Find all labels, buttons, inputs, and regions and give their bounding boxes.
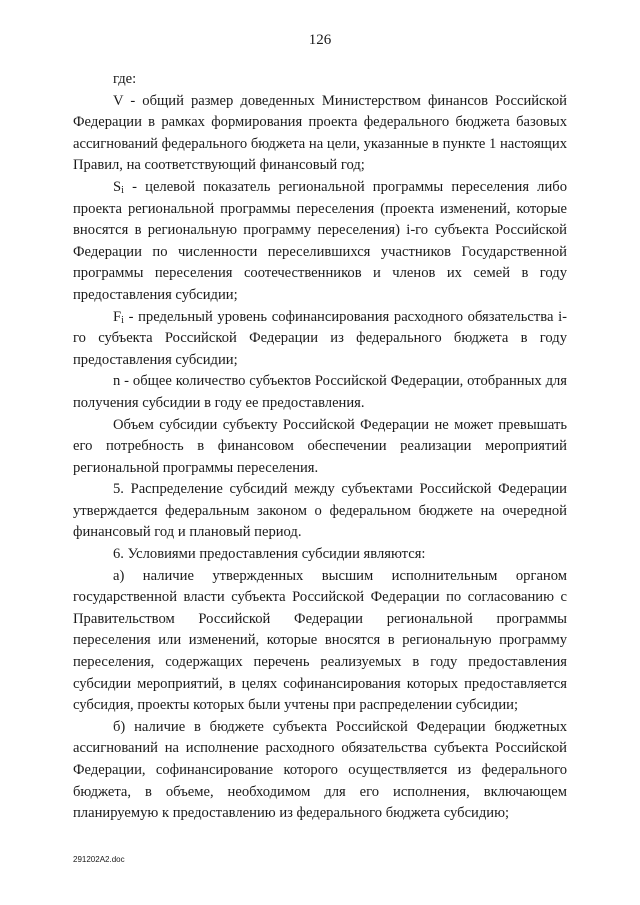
paragraph-n-definition: n - общее количество субъектов Российской Федерации, отобранных для получения субсидии в году ее предоставления. bbox=[73, 373, 567, 411]
paragraph-f-text: - предельный уровень софинансирования расходного обязательства i-го субъекта Российской Федерации из федерального бюджета в году предоставления субсидии; bbox=[73, 308, 567, 368]
paragraph-item-6b: б) наличие в бюджете субъекта Российской Федерации бюджетных ассигнований на исполнение расходного обязательства субъекта Российской Федерации, софинансирование которого осуществляется из федерального бюджета, в объеме, необходимом для его исполнения, включающем планируемую к предоставлению из федерального бюджета субсидию; bbox=[73, 718, 567, 822]
document-body bbox=[73, 69, 567, 825]
paragraph-subsidy-limit: Объем субсидии субъекту Российской Федерации не может превышать его потребность в финансовом обеспечении реализации мероприятий региональной программы переселения. bbox=[73, 416, 567, 476]
file-footer: 291202A2.doc bbox=[73, 855, 125, 864]
paragraph-s-definition bbox=[73, 177, 567, 307]
subscript-i: i bbox=[121, 314, 124, 326]
paragraph-s-text: - целевой показатель региональной программы переселения либо проекта региональной программы переселения (проекта изменений, которые вносятся в региональную программу переселения) i-го субъекта Российской Федерации по численности переселившихся участников Государственной программы переселения соотечественников и членов их семей в году предоставления субсидии; bbox=[73, 178, 567, 303]
paragraph-v-definition: V - общий размер доведенных Министерством финансов Российской Федерации в рамках формирования проекта федерального бюджета базовых ассигнований федерального бюджета на цели, указанные в пункте 1 настоящих Правил, на соответствующий финансовый год; bbox=[73, 92, 567, 174]
symbol-s: S bbox=[113, 178, 122, 195]
subscript-i: i bbox=[121, 184, 124, 196]
paragraph-f-definition bbox=[73, 307, 567, 372]
paragraph-where: где: bbox=[113, 71, 137, 87]
page-number: 126 bbox=[308, 32, 332, 48]
paragraph-item-6: 6. Условиями предоставления субсидии являются: bbox=[113, 546, 426, 563]
paragraph-item-5: 5. Распределение субсидий между субъектами Российской Федерации утверждается федеральным законом о федеральном бюджете на очередной финансовый год и плановый период. bbox=[73, 481, 567, 541]
symbol-f: F bbox=[113, 308, 122, 325]
paragraph-item-6a: а) наличие утвержденных высшим исполнительным органом государственной власти субъекта Российской Федерации по согласованию с Правительством Российской Федерации региональной программы переселения или изменений, которые вносятся в региональную программу переселения, содержащих перечень реализуемых в году предоставления субсидии мероприятий, в целях софинансирования которых предоставляется субсидия, проекты которых были учтены при распределении субсидии; bbox=[73, 567, 567, 714]
